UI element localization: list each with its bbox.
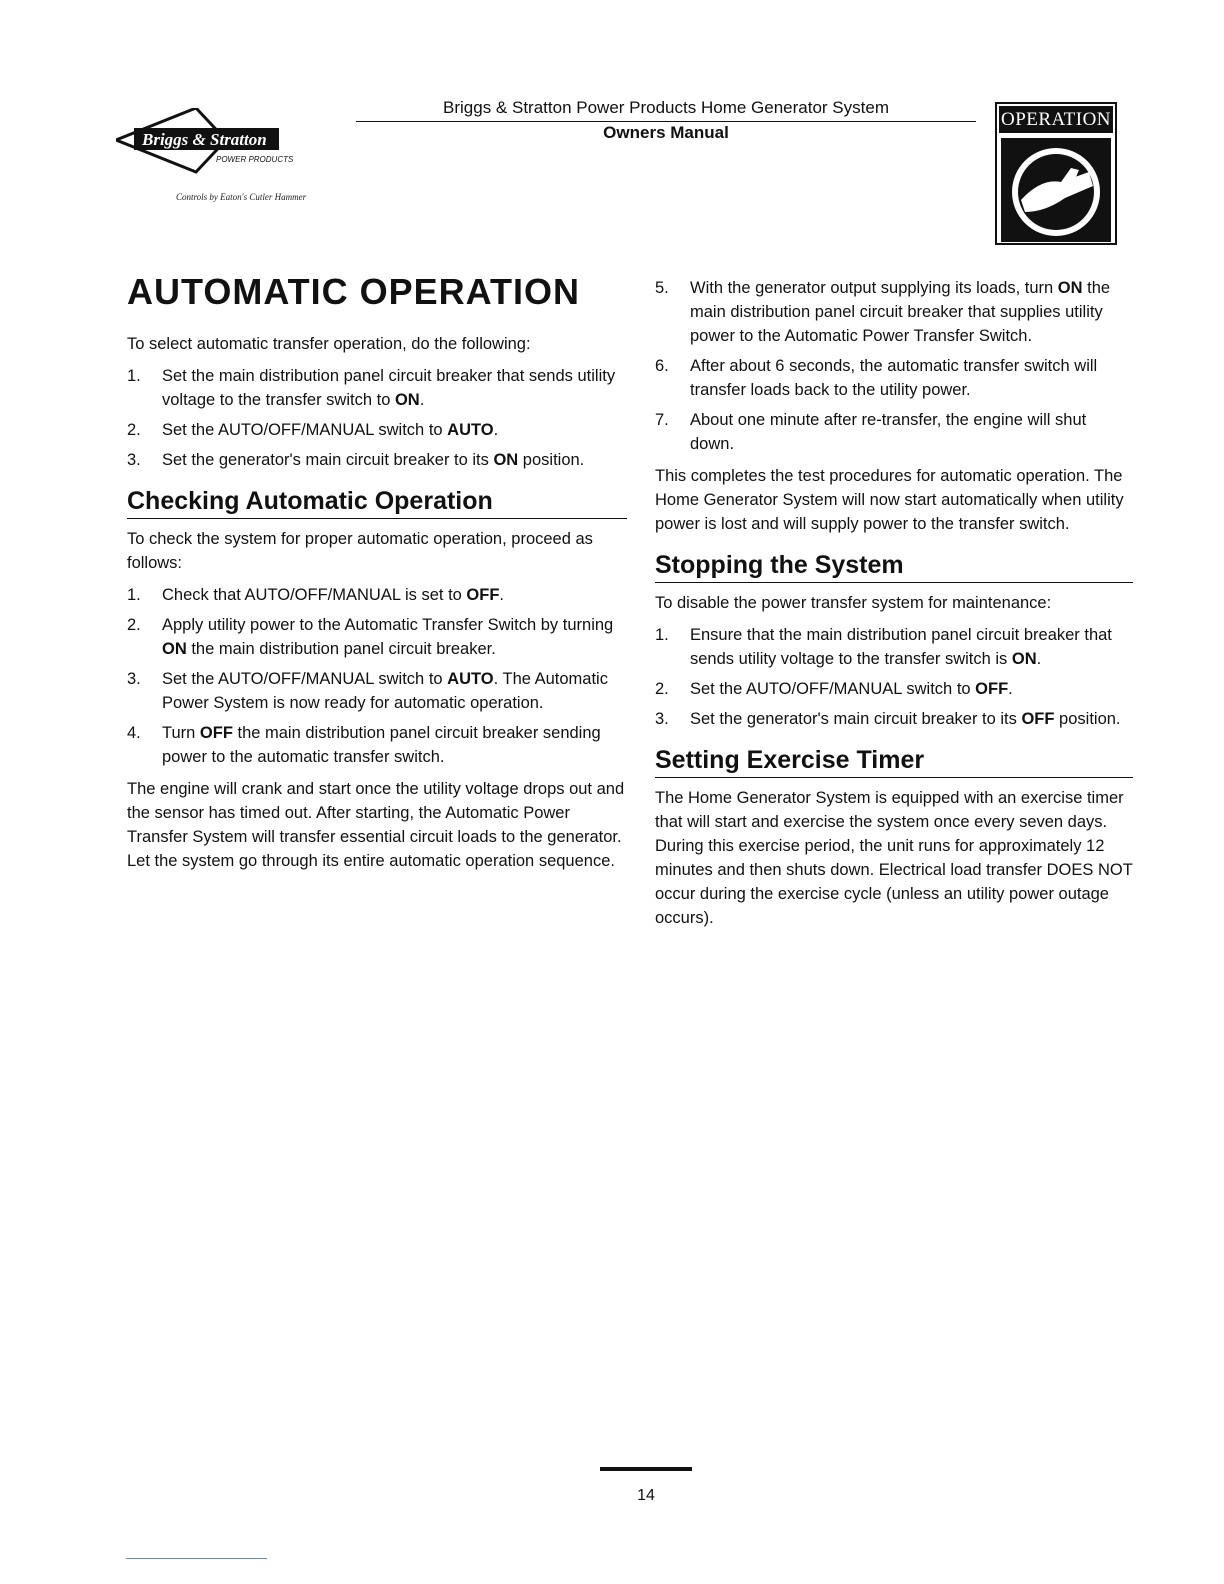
list-item: 2. Set the AUTO/OFF/MANUAL switch to OFF. [655, 680, 1013, 698]
brand-line: Controls by Eaton's Cutler Hammer [176, 192, 307, 202]
hand-switch-icon [1001, 138, 1111, 242]
stop-intro: To disable the power transfer system for maintenance: [655, 594, 1052, 612]
section-heading-stopping: Stopping the System [655, 550, 1133, 583]
list-item: 6. After about 6 seconds, the automatic transfer switch will transfer loads back to the utility power. [655, 357, 1098, 399]
list-item: 1. Check that AUTO/OFF/MANUAL is set to OFF. [127, 586, 505, 604]
page-number: 14 [637, 1487, 655, 1504]
manual-title: Briggs & Stratton Power Products Home Generator System [443, 98, 889, 117]
list-item: 5. With the generator output supplying its loads, turn ON the main distribution panel circuit breaker that supplies utility power to the Automatic Power Transfer Switch. [655, 279, 1111, 345]
list-item: 1. Set the main distribution panel circuit breaker that sends utility voltage to the transfer switch to ON. [127, 367, 616, 409]
closing-text: The engine will crank and start once the utility voltage drops out and the sensor has timed out. After starting, the Automatic Power Transfer System will transfer essential circuit loads to the generator. Let the system go through its entire automatic operation sequence. [127, 780, 625, 870]
right-column [655, 276, 1133, 938]
list-item: 7. About one minute after re-transfer, the engine will shut down. [655, 411, 1087, 453]
auto-steps-list [127, 364, 627, 472]
list-item: 3. Set the generator's main circuit breaker to its ON position. [127, 451, 585, 469]
section-tab-label: OPERATION [999, 106, 1113, 133]
bottom-rule [126, 1558, 267, 1559]
page-title: AUTOMATIC OPERATION [127, 271, 580, 312]
check-steps-list [127, 583, 627, 769]
list-item: 3. Set the AUTO/OFF/MANUAL switch to AUTO. The Automatic Power System is now ready for automatic operation. [127, 670, 608, 712]
intro-text: To select automatic transfer operation, do the following: [127, 335, 531, 353]
left-column [127, 270, 627, 881]
stop-steps-list [655, 623, 1133, 731]
footer-bar [600, 1467, 692, 1471]
manual-subtitle: Owners Manual [603, 123, 729, 142]
check-intro: To check the system for proper automatic operation, proceed as follows: [127, 530, 593, 572]
list-item: 1. Ensure that the main distribution panel circuit breaker that sends utility voltage to the transfer switch is ON. [655, 626, 1112, 668]
section-heading-checking: Checking Automatic Operation [127, 486, 627, 519]
brand-sub: POWER PRODUCTS [216, 155, 294, 164]
brand-logo [116, 108, 356, 208]
list-item: 3. Set the generator's main circuit breaker to its OFF position. [655, 710, 1121, 728]
section-tab [995, 102, 1117, 245]
completion-text: This completes the test procedures for automatic operation. The Home Generator System will now start automatically when utility power is lost and will supply power to the transfer switch. [655, 467, 1124, 533]
section-heading-timer: Setting Exercise Timer [655, 745, 1133, 778]
brand-logo-icon [116, 108, 356, 188]
continued-steps-list [655, 276, 1133, 456]
timer-text: The Home Generator System is equipped with an exercise timer that will start and exercise the system once every seven days. During this exercise period, the unit runs for approximately 12 minutes and then shuts down. Electrical load transfer DOES NOT occur during the exercise cycle (unless an utility power outage occurs). [655, 789, 1133, 927]
list-item: 2. Apply utility power to the Automatic Transfer Switch by turning ON the main distribution panel circuit breaker. [127, 616, 614, 658]
header-rule [356, 121, 976, 122]
list-item: 4. Turn OFF the main distribution panel circuit breaker sending power to the automatic transfer switch. [127, 724, 601, 766]
brand-name: Briggs & Stratton [142, 130, 267, 149]
list-item: 2. Set the AUTO/OFF/MANUAL switch to AUTO. [127, 421, 499, 439]
